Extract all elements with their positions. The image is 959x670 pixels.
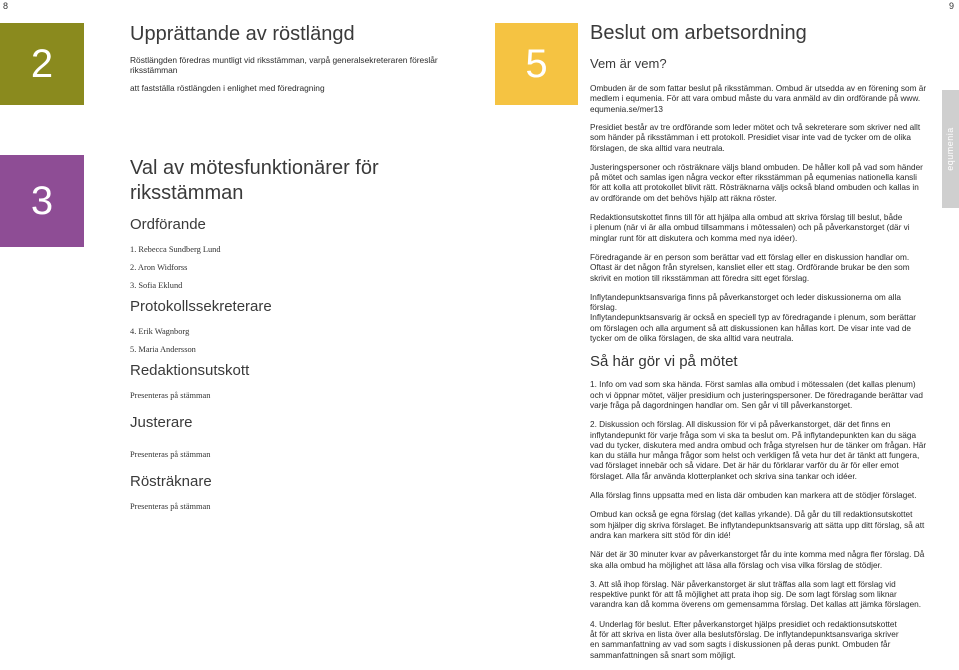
text-line: i plenum (när vi är alla ombud tillsammans i mötessalen) och på påverkanstorget (där vi xyxy=(590,223,910,233)
text-line: förslagen, de ska alltid vara neutrala. xyxy=(590,143,725,153)
list-item: 1. Rebecca Sundberg Lund xyxy=(130,245,221,254)
text-line: vad förslaget innebär och så vidare. Det är här du förklarar varför du är för eller emot xyxy=(590,461,899,471)
paragraph xyxy=(590,620,930,661)
section-2-line: att fastställa röstlängden i enlighet med föredragning xyxy=(130,82,325,93)
section-2-line: Röstlängden föredras muntligt vid riksstämman, varpå generalsekreteraren föreslår xyxy=(130,55,438,65)
text-line: Justeringspersoner och rösträknare väljs bland ombuden. De håller koll på vad som händer xyxy=(590,162,923,172)
text-line: andra kan markera sitt stöd för din idé! xyxy=(590,530,731,540)
list-item: 2. Aron Widforss xyxy=(130,263,188,272)
intro-line: Ombuden är de som fattar beslut på riksstämman. Ombud är utsedda av en förening som är xyxy=(590,84,927,93)
list-item: 3. Sofia Eklund xyxy=(130,281,183,290)
paragraph xyxy=(590,293,930,344)
text-line: Alla förslag finns uppsatta med en lista där ombuden kan markera att de stödjer förslaget. xyxy=(590,491,917,501)
rostraknare-heading: Rösträknare xyxy=(130,473,212,490)
paragraph xyxy=(590,213,930,244)
justerare-text: Presenteras på stämman xyxy=(130,450,211,459)
redaktion-text: Presenteras på stämman xyxy=(130,391,211,400)
text-line: minglar runt för att diskutera och komma med nya idéer). xyxy=(590,233,798,243)
text-line: varje fråga på dagordningen handlar om. Sen går vi till påverkanstorget. xyxy=(590,400,853,410)
section-number-block-5: 5 xyxy=(495,23,578,105)
page-number-left: 8 xyxy=(3,1,9,11)
text-line: Ombud kan också ge egna förslag (det kallas yrkande). Då går du till redaktionsutskottet xyxy=(590,510,913,520)
text-line: skrivit en motion till riksstämman att föredra sitt eget förslag. xyxy=(590,273,810,283)
paragraph xyxy=(590,550,930,571)
text-line: Presidiet består av tre ordförande som leder mötet och två sekreterare som skriver ned allt xyxy=(590,123,921,132)
section-2-title: Upprättande av röstlängd xyxy=(130,23,355,45)
paragraph xyxy=(590,510,930,541)
paragraph xyxy=(590,253,930,284)
side-tab-label: equmenia xyxy=(945,127,955,171)
text-line: 1. Info om vad som ska hända. Först samlas alla ombud i mötessalen (det kallas plenum) xyxy=(590,380,916,390)
text-line: 3. Att slå ihop förslag. När påverkanstorget är slut träffas alla som lagt ett förslag vid xyxy=(590,579,896,589)
list-item: 5. Maria Andersson xyxy=(130,345,196,354)
rostraknare-text: Presenteras på stämman xyxy=(130,502,211,511)
text-line: 2. Diskussion och förslag. All diskussion för vi på påverkanstorget, där det finns en xyxy=(590,420,891,430)
right-column xyxy=(590,123,930,670)
section-3-title-line: Val av mötesfunktionärer för xyxy=(130,157,379,179)
text-line: 4. Underlag för beslut. Efter påverkanstorget hjälps presidiet och redaktionsutskottet xyxy=(590,619,897,629)
text-line: på mötet och samlas igen några veckor efter riksstämman på equmenias nationella kansli xyxy=(590,173,917,183)
text-line: inflytandepunkt för varje fråga som vi ska ta beslut om. På inflytandepunkten kan du säga xyxy=(590,430,917,440)
paragraph xyxy=(590,491,930,501)
text-line: för att kolla att protokollet blivit rätt. Rösträknarna väljs också bland ombuden och kallas in xyxy=(590,183,919,193)
list-item: 4. Erik Wagnborg xyxy=(130,327,190,336)
text-line: varandra kan då komma överens om gemensamma förslag. Det kallas att jämka förslagen. xyxy=(590,600,922,610)
redaktion-heading: Redaktionsutskott xyxy=(130,362,250,379)
text-line: vad du tycker, diskutera med andra ombud och fråga styrelsen hur de tänker om frågan. Här xyxy=(590,440,927,450)
paragraph xyxy=(590,420,930,482)
paragraph xyxy=(590,580,930,611)
ordforande-heading: Ordförande xyxy=(130,216,206,233)
section-2-line: riksstämman xyxy=(130,65,178,76)
text-line: Oftast är det någon från styrelsen, kansliet eller ett stag. Ordförande brukar be den som xyxy=(590,263,910,273)
text-line: Inflytandepunktsansvariga finns på påverkanstorget och leder diskussionerna om alla förslag. xyxy=(590,292,901,313)
text-line: tycker om de olika förslagen, de ska alltid vara neutrala. xyxy=(590,334,794,344)
paragraph xyxy=(590,380,930,411)
text-line: Redaktionsutskottet finns till för att hjälpa alla ombud att skriva förslag till beslut, både xyxy=(590,213,903,223)
section-number-block-3: 3 xyxy=(0,155,84,247)
text-line: en sammanfattning av vad som sagts i diskussionen på deras punkt. Ombuden får xyxy=(590,640,891,650)
how-heading: Så här gör vi på mötet xyxy=(590,353,738,371)
text-line: respektive punkt för att få möjlighet att prata ihop sig. De som lagt förslag som liknar xyxy=(590,590,897,600)
side-tab xyxy=(942,90,959,208)
paragraph xyxy=(590,163,930,204)
text-line: som händer på riksstämman i ett protokoll. Presidiet visar inte vad de tycker om de olika xyxy=(590,133,911,143)
text-line: förslaget. Alla får använda klotterplanket och skriva sina tankar och idéer. xyxy=(590,471,857,481)
text-line: När det är 30 minuter kvar av påverkanstorget får du inte komma med några fler förslag. Då xyxy=(590,550,925,560)
section-3-title xyxy=(130,156,379,206)
protokoll-heading: Protokollssekreterare xyxy=(130,298,272,315)
section-3-title-line: riksstämman xyxy=(130,182,244,204)
intro-line: medlem i equmenia. För att vara ombud måste du vara anmäld av din ordförande på www. xyxy=(590,94,921,104)
section-5-subtitle: Vem är vem? xyxy=(590,56,667,71)
intro-line: equmenia.se/mer13 xyxy=(590,104,663,114)
text-line: kan du ställa hur många frågor som helst och verkligen få veta hur det är tänkt att fungera, xyxy=(590,451,920,461)
text-line: Inflytandepunktsansvarig är också en speciell typ av föredragande i plenum, som berättar xyxy=(590,313,917,323)
text-line: som hjälper dig skriva förslaget. Be inflytandepunktsansvarig att sätta upp ditt förslag, så att xyxy=(590,520,925,530)
section-5-title: Beslut om arbetsordning xyxy=(590,22,807,44)
intro-paragraph xyxy=(590,84,935,115)
page-number-right: 9 xyxy=(949,1,955,11)
text-line: ska alla ombud ha möjlighet att läsa alla förslag och visa vilka förslag de stödjer. xyxy=(590,560,883,570)
text-line: sammanfattningen så snart som möjligt. xyxy=(590,650,736,660)
text-line: åt för att skriva en lista över alla beslutsförslag. De inflytandepunktsansvariga skriver xyxy=(590,629,899,639)
text-line: Föredragande är en person som berättar vad ett förslag eller en diskussion handlar om. xyxy=(590,252,910,262)
paragraph xyxy=(590,123,930,154)
text-line: om förslagen och alla argument så att diskussionen kan hållas kort. De visar inte vad de xyxy=(590,323,912,333)
text-line: av ordförande om det behövs hjälp att räkna röster. xyxy=(590,193,777,203)
text-line: och vi öppnar mötet, väljer presidium och justeringspersoner. De föredragande berättar vad xyxy=(590,390,923,400)
section-number-block-2: 2 xyxy=(0,23,84,105)
section-2-text xyxy=(130,55,470,93)
justerare-heading: Justerare xyxy=(130,414,193,431)
ordforande-list xyxy=(130,244,221,298)
protokoll-list xyxy=(130,326,196,362)
